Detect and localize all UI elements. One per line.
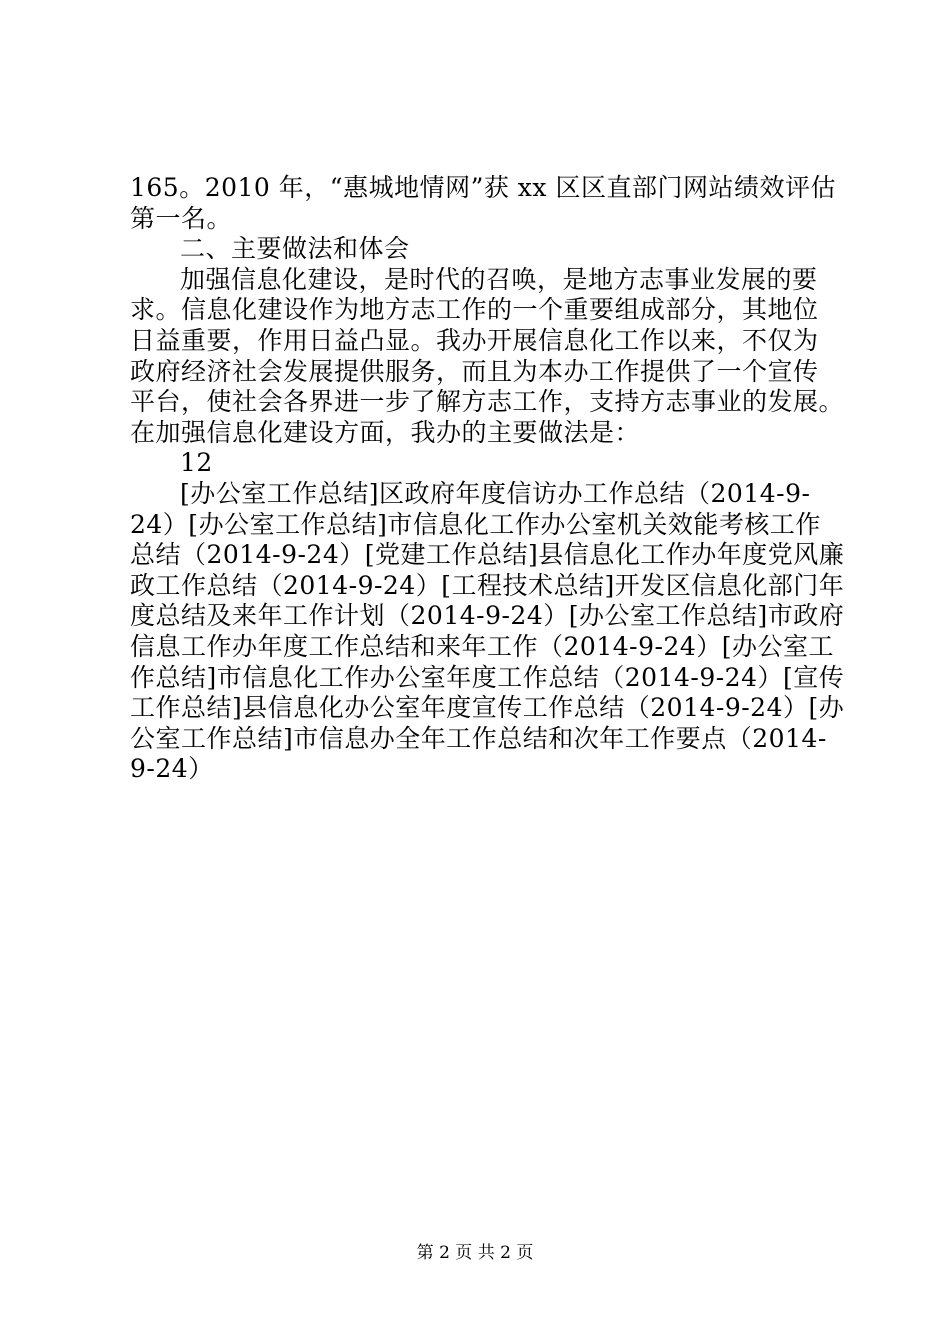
text-line: 日益重要，作用日益凸显。我办开展信息化工作以来，不仅为 (130, 325, 819, 355)
paragraph (130, 478, 845, 785)
paragraph (130, 448, 842, 479)
text-line: 求。信息化建设作为地方志工作的一个重要组成部分，其地位 (130, 295, 819, 325)
text-line: 24）[办公室工作总结]市信息化工作办公室机关效能考核工作 (130, 509, 821, 539)
section-heading (130, 234, 842, 265)
text-line: 总结（2014-9-24）[党建工作总结]县信息化工作办年度党风廉 (130, 540, 845, 570)
text-line: 165。2010 年，“惠城地情网”获 xx 区区直部门网站绩效评估 (130, 173, 836, 202)
text-line: 在加强信息化建设方面，我办的主要做法是： (130, 417, 641, 447)
page-number: 第 2 页 共 2 页 (416, 1243, 534, 1263)
text-line: 加强信息化建设，是时代的召唤，是地方志事业发展的要 (180, 264, 818, 294)
text-line: 信息工作办年度工作总结和来年工作（2014-9-24）[办公室工 (130, 631, 834, 661)
text-line: 公室工作总结]市信息办全年工作总结和次年工作要点（2014- (130, 723, 827, 753)
text-line: 二、主要做法和体会 (180, 234, 410, 264)
paragraph (130, 173, 842, 234)
text-line: 平台，使社会各界进一步了解方志工作，支持方志事业的发展。 (130, 387, 845, 417)
text-line: 作总结]市信息化工作办公室年度工作总结（2014-9-24）[宣传 (130, 662, 845, 692)
text-line: 9-24） (130, 754, 214, 784)
text-line: 12 (180, 448, 213, 478)
paragraph (130, 264, 845, 449)
text-line: 度总结及来年工作计划（2014-9-24）[办公室工作总结]市政府 (130, 601, 845, 631)
page-footer (0, 1242, 950, 1264)
document-body (130, 173, 845, 785)
text-line: 政府经济社会发展提供服务，而且为本办工作提供了一个宣传 (130, 356, 819, 386)
text-line: 工作总结]县信息化办公室年度宣传工作总结（2014-9-24）[办 (130, 693, 845, 723)
text-line: [办公室工作总结]区政府年度信访办工作总结（2014-9- (180, 478, 811, 508)
text-line: 政工作总结（2014-9-24）[工程技术总结]开发区信息化部门年 (130, 570, 845, 600)
text-line: 第一名。 (130, 203, 233, 233)
